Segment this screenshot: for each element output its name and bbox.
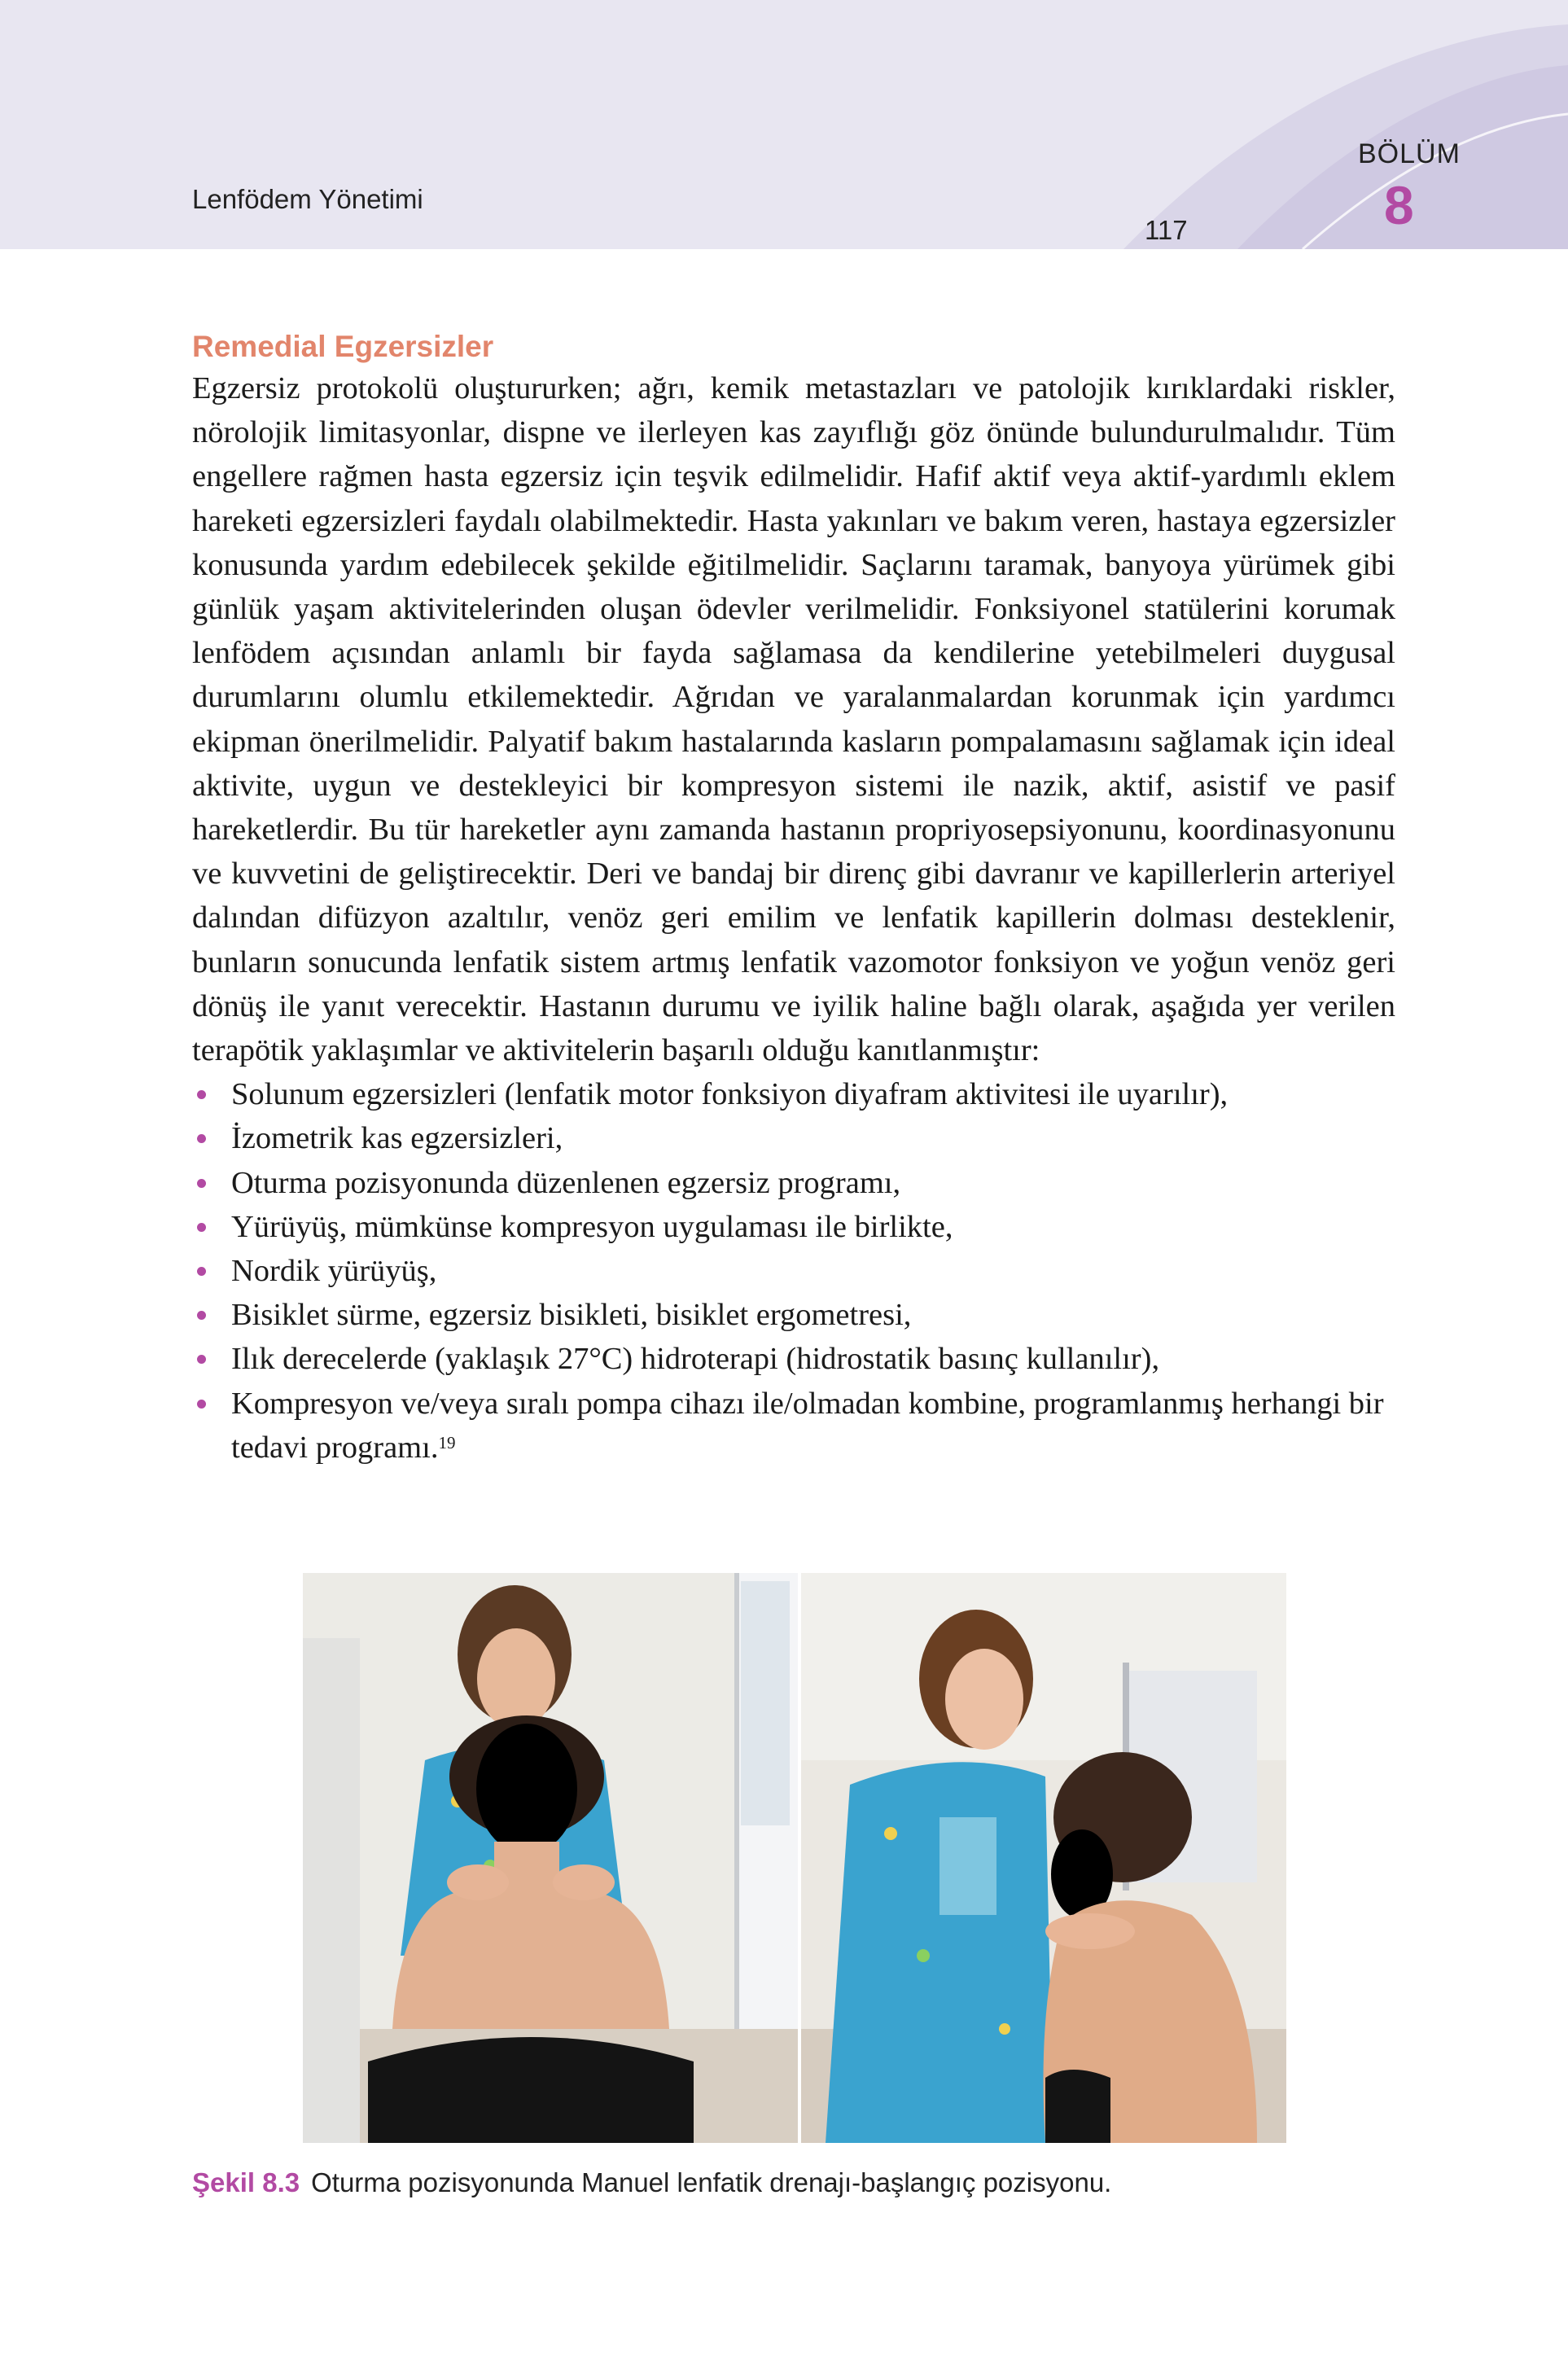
list-item: Nordik yürüyüş, xyxy=(192,1249,1395,1293)
list-item: Kompresyon ve/veya sıralı pompa cihazı ile/olmadan kombine, programlanmış herhangi bir tedavi programı.$^{19}$ xyxy=(192,1382,1395,1470)
citation-superscript: 19 xyxy=(438,1432,456,1452)
page-number: 117 xyxy=(1145,215,1188,245)
book-title: Lenfödem Yönetimi xyxy=(192,184,423,214)
list-item: Bisiklet sürme, egzersiz bisikleti, bisiklet ergometresi, xyxy=(192,1293,1395,1337)
list-item: İzometrik kas egzersizleri, xyxy=(192,1116,1395,1160)
figure-caption xyxy=(192,2167,1111,2198)
main-content xyxy=(192,327,1395,1470)
photo-left xyxy=(303,1573,798,2143)
figure-caption-text: Oturma pozisyonunda Manuel lenfatik drenajı-başlangıç pozisyonu. xyxy=(311,2167,1112,2197)
list-item: Oturma pozisyonunda düzenlenen egzersiz programı, xyxy=(192,1161,1395,1205)
exercise-list xyxy=(192,1072,1395,1470)
body-paragraph: Egzersiz protokolü oluştururken; ağrı, kemik metastazları ve patolojik kırıklardaki riskler, nörolojik limitasyonlar, dispne ve ilerleyen kas zayıflığı göz önünde bulundurulmalıdır. Tüm engellere rağmen hasta egzersiz için teşvik edilmelidir. Hafif aktif veya aktif-yardımlı eklem hareketi egzersizleri faydalı olabilmektedir. Hasta yakınları ve bakım veren, hastaya egzersizler konusunda yardım edebilecek şekilde eğitilmelidir. Saçlarını taramak, banyoya yürümek gibi günlük yaşam aktivitelerinden oluşan ödevler verilmelidir. Fonksiyonel statülerini korumak lenfödem açısından anlamlı bir fayda sağlamasa da kendilerine yetebilmeleri duygusal durumlarını olumlu etkilemektedir. Ağrıdan ve yaralanmalardan korunmak için yardımcı ekipman önerilmelidir. Palyatif bakım hastalarında kasların pompalamasını sağlamak için ideal aktivite, uygun ve destekleyici bir kompresyon sistemi ile nazik, aktif, asistif ve pasif hareketlerdir. Bu tür hareketler aynı zamanda hastanın propriyosepsiyonunu, koordinasyonunu ve kuvvetini de geliştirecektir. Deri ve bandaj bir direnç gibi davranır ve kapillerlerin arteriyel dalından difüzyon azaltılır, venöz geri emilim ve lenfatik kapillerin dolması desteklenir, bunların sonucunda lenfatik sistem artmış lenfatik vazomotor fonksiyon ve yoğun venöz geri dönüş ile yanıt verecektir. Hastanın durumu ve iyilik haline bağlı olarak, aşağıda yer verilen terapötik yaklaşımlar ve aktivitelerin başarılı olduğu kanıtlanmıştır: xyxy=(192,371,1395,1068)
figure-photos xyxy=(303,1573,1286,2143)
list-item: Solunum egzersizleri (lenfatik motor fonksiyon diyafram aktivitesi ile uyarılır), xyxy=(192,1072,1395,1116)
list-item: Yürüyüş, mümkünse kompresyon uygulaması ile birlikte, xyxy=(192,1205,1395,1249)
chapter-number: 8 xyxy=(1384,175,1414,235)
list-item: Ilık derecelerde (yaklaşık 27°C) hidroterapi (hidrostatik basınç kullanılır), xyxy=(192,1337,1395,1381)
chapter-label: BÖLÜM xyxy=(1358,138,1461,169)
page-header xyxy=(0,0,1568,249)
section-heading: Remedial Egzersizler xyxy=(192,330,494,363)
photo-right xyxy=(801,1573,1286,2143)
figure-label: Şekil 8.3 xyxy=(192,2167,300,2197)
